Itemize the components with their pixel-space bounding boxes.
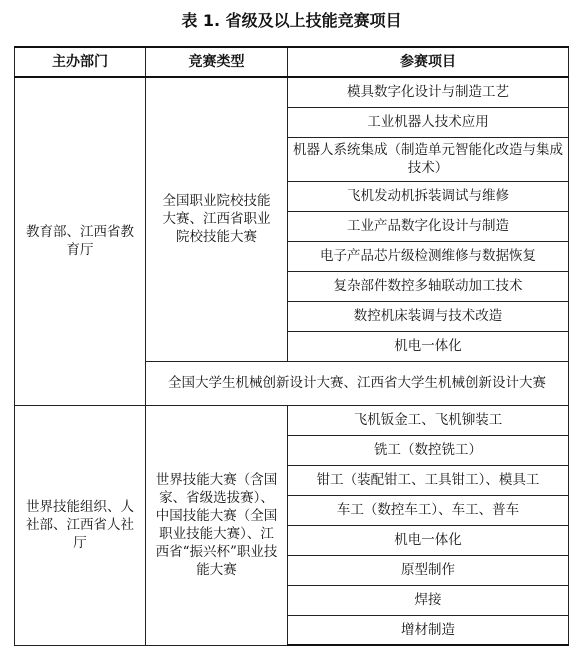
group1-item: 复杂部件数控多轴联动加工技术 bbox=[288, 271, 569, 301]
group2-item: 车工（数控车工）、车工、普车 bbox=[288, 495, 569, 525]
group1-item: 工业机器人技术应用 bbox=[288, 107, 569, 137]
header-row bbox=[15, 47, 569, 77]
group2-item: 机电一体化 bbox=[288, 525, 569, 555]
table-title: 表 1. 省级及以上技能竞赛项目 bbox=[181, 11, 402, 30]
group1-item: 数控机床装调与技术改造 bbox=[288, 301, 569, 331]
header-type: 竞赛类型 bbox=[146, 47, 288, 77]
group1-item: 机器人系统集成（制造单元智能化改造与集成技术） bbox=[288, 137, 569, 181]
group1-type: 全国职业院校技能大赛、江西省职业院校技能大赛 bbox=[146, 77, 288, 361]
group2-item: 铣工（数控铣工） bbox=[288, 435, 569, 465]
group1-item: 模具数字化设计与制造工艺 bbox=[288, 77, 569, 107]
table-row bbox=[15, 77, 569, 107]
group2-item: 焊接 bbox=[288, 585, 569, 615]
group1-merged-item: 全国大学生机械创新设计大赛、江西省大学生机械创新设计大赛 bbox=[146, 361, 569, 405]
group1-dept: 教育部、江西省教育厅 bbox=[15, 77, 146, 405]
group1-item: 飞机发动机拆装调试与维修 bbox=[288, 181, 569, 211]
group2-type: 世界技能大赛（含国家、省级选拔赛）、中国技能大赛（全国职业技能大赛）、江西省“振兴杯”职业技能大赛 bbox=[146, 405, 288, 645]
group2-item: 增材制造 bbox=[288, 615, 569, 645]
header-item: 参赛项目 bbox=[288, 47, 569, 77]
group1-item: 机电一体化 bbox=[288, 331, 569, 361]
group2-dept: 世界技能组织、人社部、江西省人社厅 bbox=[15, 405, 146, 645]
group1-item: 电子产品芯片级检测维修与数据恢复 bbox=[288, 241, 569, 271]
group2-item: 原型制作 bbox=[288, 555, 569, 585]
header-dept: 主办部门 bbox=[15, 47, 146, 77]
group1-item: 工业产品数字化设计与制造 bbox=[288, 211, 569, 241]
group2-item: 钳工（装配钳工、工具钳工）、模具工 bbox=[288, 465, 569, 495]
competition-table bbox=[14, 46, 569, 646]
group2-item: 飞机钣金工、飞机铆装工 bbox=[288, 405, 569, 435]
table-row bbox=[15, 405, 569, 435]
